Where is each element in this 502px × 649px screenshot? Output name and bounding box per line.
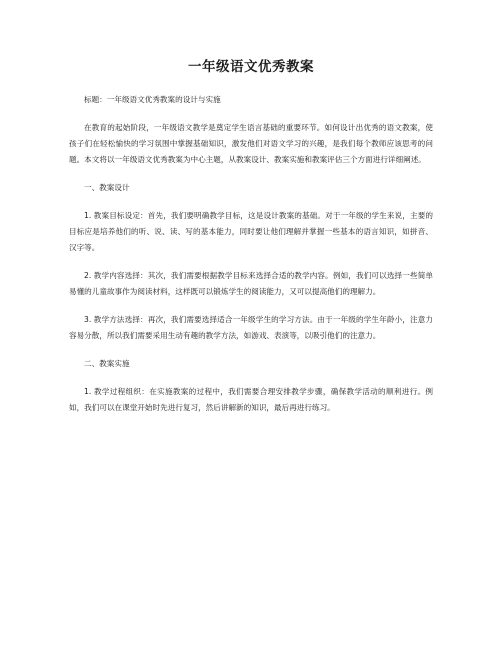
design-item-3: 3. 教学方法选择：再次，我们需要选择适合一年级学生的学习方法。由于一年级的学生年龄小，注意力容易分散，所以我们需要采用生动有趣的教学方法，如游戏、表演等，以吸引他们的注意力。 — [69, 315, 433, 340]
document-title: 一年级语文优秀教案 — [188, 59, 314, 75]
intro-paragraph: 在教育的起始阶段，一年级语文教学是奠定学生语言基础的重要环节。如何设计出优秀的语文教案，使孩子们在轻松愉快的学习氛围中掌握基础知识，激发他们对语文学习的兴趣，是我们每个教师应该思考的问题。本文将以一年级语文优秀教案为中心主题，从教案设计、教案实施和教案评估三个方面进行详细阐述。 — [69, 123, 433, 164]
design-item-2: 2. 教学内容选择：其次，我们需要根据教学目标来选择合适的教学内容。例如，我们可以选择一些简单易懂的儿童故事作为阅读材料，这样既可以锻炼学生的阅读能力，又可以提高他们的理解力。 — [69, 271, 433, 296]
subtitle-paragraph: 标题：一年级语文优秀教案的设计与实施 — [84, 95, 221, 104]
section-heading-implementation: 二、教案实施 — [84, 359, 130, 368]
implementation-item-1: 1. 教学过程组织：在实施教案的过程中，我们需要合理安排教学步骤，确保教学活动的顺利进行。例如，我们可以在课堂开始时先进行复习，然后讲解新的知识，最后再进行练习。 — [69, 387, 433, 412]
section-heading-design: 一、教案设计 — [84, 183, 130, 192]
design-item-1: 1. 教案目标设定：首先，我们要明确教学目标，这是设计教案的基础。对于一年级的学生来说，主要的目标应是培养他们的听、说、读、写的基本能力，同时要让他们理解并掌握一些基本的语言知识，如拼音、汉字等。 — [69, 211, 433, 252]
